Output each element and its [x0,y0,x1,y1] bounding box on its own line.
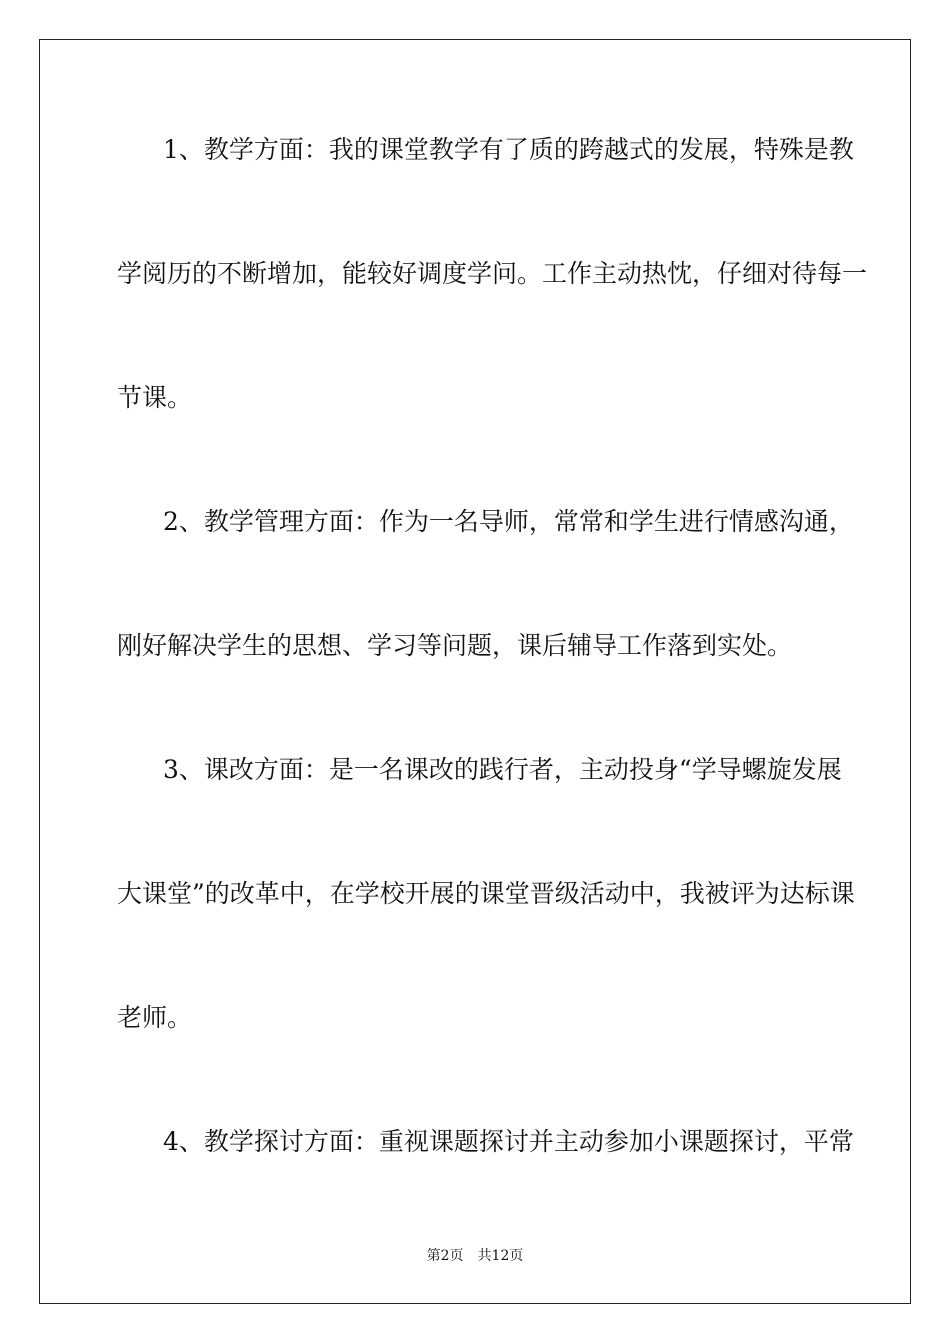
paragraph-1-line-3: 节课。 [117,383,193,412]
paragraph-2-line-1: 2、教学管理方面：作为一名导师，常常和学生进行情感沟通， [163,507,854,536]
paragraph-1-line-2: 学阅历的不断增加，能较好调度学问。工作主动热忱，仔细对待每一 [117,259,868,288]
paragraph-4-line-1: 4、教学探讨方面：重视课题探讨并主动参加小课题探讨，平常 [163,1127,854,1156]
paragraph-2-line-2: 刚好解决学生的思想、学习等问题，课后辅导工作落到实处。 [117,631,793,660]
total-pages: 共12页 [477,1248,524,1264]
paragraph-1-line-1: 1、教学方面：我的课堂教学有了质的跨越式的发展，特殊是教 [163,135,854,164]
paragraph-3-line-3: 老师。 [117,1003,193,1032]
paragraph-3-line-1: 3、课改方面：是一名课改的践行者，主动投身“学导螺旋发展 [163,755,842,784]
page-border [39,39,911,1304]
page-footer [0,1246,950,1266]
page-number: 第2页 [426,1248,464,1264]
paragraph-3-line-2: 大课堂”的改革中，在学校开展的课堂晋级活动中，我被评为达标课 [117,879,855,908]
